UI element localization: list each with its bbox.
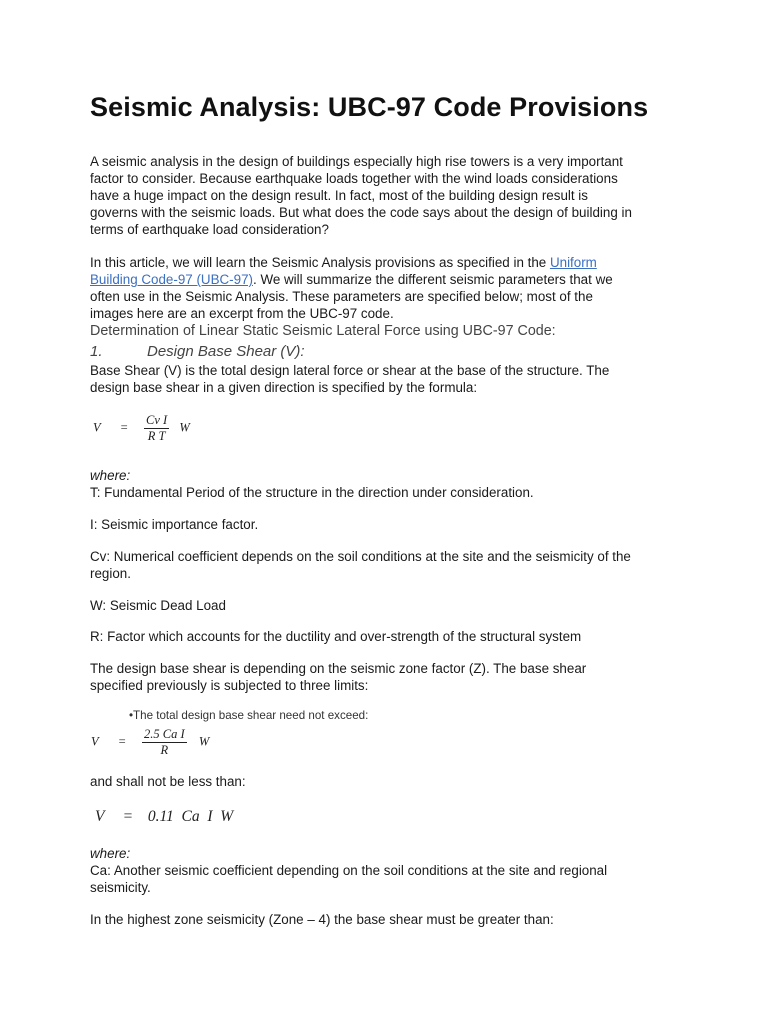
ubc97-link-start[interactable]: Uniform	[549, 255, 597, 270]
base-shear-paragraph	[90, 362, 690, 396]
section-number: 1.	[90, 343, 103, 360]
formula-rhs: W	[198, 734, 210, 749]
formula-lhs: V	[95, 808, 105, 825]
formula-rhs: W	[179, 420, 190, 435]
min-shear-formula	[95, 808, 233, 826]
definition-cv	[90, 548, 690, 582]
base-shear-line: Base Shear (V) is the total design lateral force or shear at the base of the structure. The	[90, 363, 610, 378]
definition-t: T: Fundamental Period of the structure in the direction under consideration.	[90, 485, 534, 500]
formula-numerator: Cv I	[145, 413, 168, 427]
ubc97-link[interactable]: Building Code-97 (UBC-97)	[90, 272, 253, 287]
formula-equals: =	[118, 734, 126, 749]
intro-line: A seismic analysis in the design of buildings especially high rise towers is a very important	[90, 154, 623, 169]
base-shear-line: design base shear in a given direction is specified by the formula:	[90, 380, 478, 395]
zone4-text: In the highest zone seismicity (Zone – 4) the base shear must be greater than:	[90, 912, 554, 927]
article-text: . We will summarize the different seismic parameters that we	[253, 272, 613, 287]
intro-line: have a huge impact on the design result. In fact, most of the building design result is	[90, 188, 588, 203]
limits-paragraph	[90, 660, 690, 694]
section-heading	[90, 343, 305, 360]
formula-denominator: R	[160, 743, 169, 757]
formula-lhs: V	[93, 420, 101, 435]
subheading: Determination of Linear Static Seismic Lateral Force using UBC-97 Code:	[90, 323, 556, 339]
where-label: where:	[90, 846, 131, 861]
formula-equals: =	[123, 808, 133, 825]
section-title: Design Base Shear (V):	[147, 343, 305, 360]
formula-numerator: 2.5 Ca I	[143, 727, 185, 741]
definition-line: seismicity.	[90, 880, 151, 895]
article-paragraph	[90, 254, 690, 322]
definition-line: region.	[90, 566, 131, 581]
intro-line: governs with the seismic loads. But what does the code says about the design of building in	[90, 205, 632, 220]
article-text: images here are an excerpt from the UBC-97 code.	[90, 306, 394, 321]
max-shear-formula	[91, 727, 209, 758]
definition-line: Ca: Another seismic coefficient depending on the soil conditions at the site and regional	[90, 863, 608, 878]
formula-lhs: V	[91, 734, 99, 749]
formula-denominator: R T	[147, 429, 166, 443]
limit-bullet: •The total design base shear need not exceed:	[129, 709, 369, 722]
article-text: often use in the Seismic Analysis. These parameters are specified below; most of the	[90, 289, 593, 304]
definition-r: R: Factor which accounts for the ductility and over-strength of the structural system	[90, 629, 582, 644]
not-less-text: and shall not be less than:	[90, 774, 246, 789]
definition-ca	[90, 862, 690, 896]
formula-equals: =	[120, 420, 128, 435]
page-title: Seismic Analysis: UBC-97 Code Provisions	[90, 92, 649, 122]
limits-line: specified previously is subjected to three limits:	[90, 678, 369, 693]
formula-fraction	[144, 413, 169, 444]
intro-line: terms of earthquake load consideration?	[90, 222, 329, 237]
formula-expression: 0.11 Ca I W	[147, 808, 234, 825]
formula-fraction	[142, 727, 187, 758]
definition-w: W: Seismic Dead Load	[90, 598, 226, 613]
intro-line: factor to consider. Because earthquake loads together with the wind loads considerations	[90, 171, 618, 186]
definition-i: I: Seismic importance factor.	[90, 517, 259, 532]
definition-line: Cv: Numerical coefficient depends on the soil conditions at the site and the seismicity of the	[90, 549, 631, 564]
where-label: where:	[90, 468, 131, 483]
article-text: In this article, we will learn the Seismic Analysis provisions as specified in the	[90, 255, 550, 270]
limits-line: The design base shear is depending on the seismic zone factor (Z). The base shear	[90, 661, 587, 676]
base-shear-formula	[93, 413, 190, 444]
intro-paragraph	[90, 153, 690, 238]
